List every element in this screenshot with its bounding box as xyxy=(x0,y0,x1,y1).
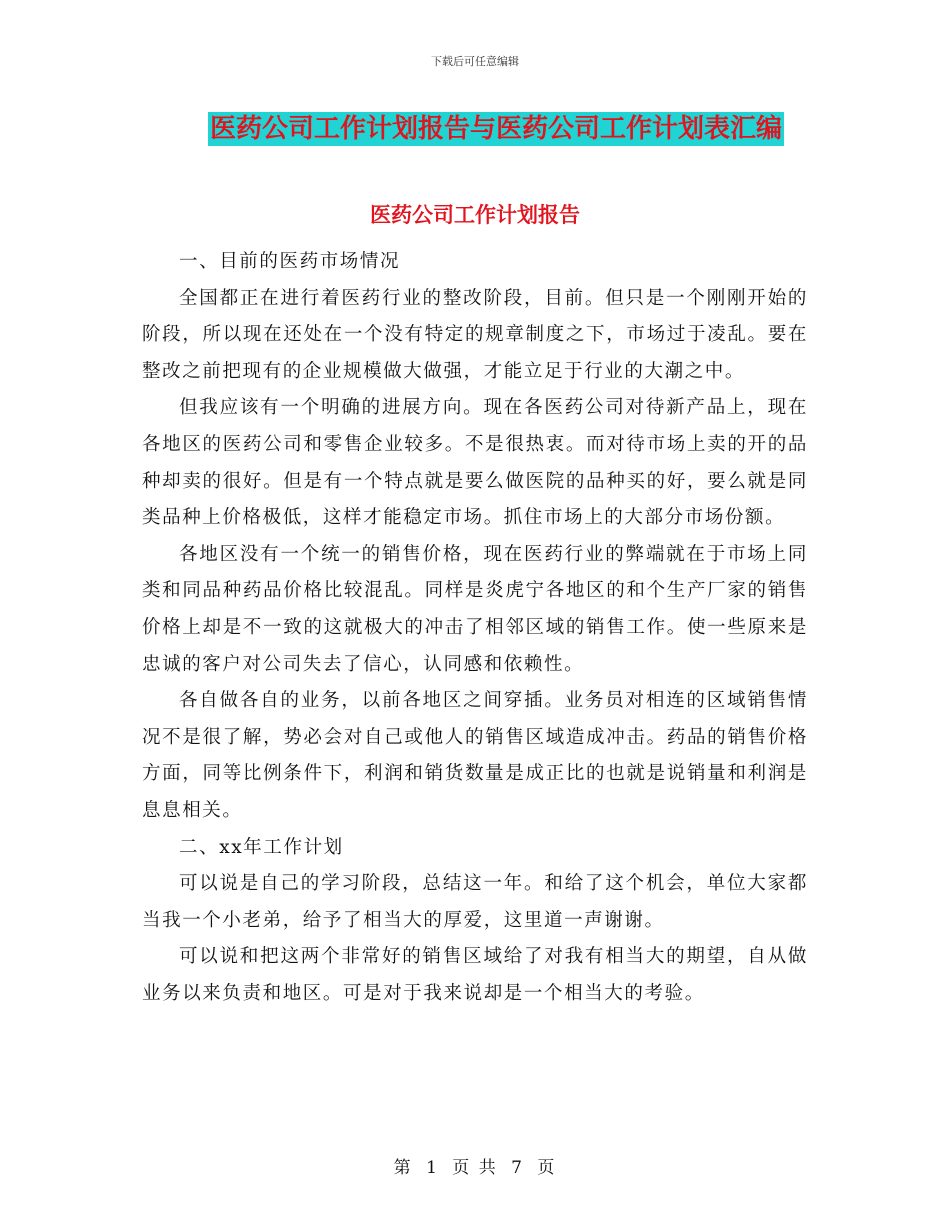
paragraph: 可以说和把这两个非常好的销售区域给了对我有相当大的期望，自从做业务以来负责和地区。可是对于我来说却是一个相当大的考验。 xyxy=(142,946,808,1004)
footer-prefix: 第 xyxy=(393,1158,413,1178)
heading-2: 二、xx年工作计划 xyxy=(179,836,344,858)
paragraph: 全国都正在进行着医药行业的整改阶段，目前。但只是一个刚刚开始的阶段，所以现在还处在一个没有特定的规章制度之下，市场过于凌乱。要在整改之前把现有的企业规模做大做强，才能立足于行业的大潮之中。 xyxy=(142,287,808,382)
body-text xyxy=(142,244,808,1012)
footer-middle: 页 共 xyxy=(452,1158,498,1178)
paragraph: 可以说是自己的学习阶段，总结这一年。和给了这个机会，单位大家都当我一个小老弟，给予了相当大的厚爱，这里道一声谢谢。 xyxy=(142,873,808,931)
page-footer xyxy=(0,1153,950,1178)
main-title-container xyxy=(0,112,950,146)
paragraph: 各自做各自的业务，以前各地区之间穿插。业务员对相连的区域销售情况不是很了解，势必会对自己或他人的销售区域造成冲击。药品的销售价格方面，同等比例条件下，利润和销货数量是成正比的也就是说销量和利润是息息相关。 xyxy=(142,690,808,821)
footer-total-pages: 7 xyxy=(511,1158,524,1178)
header-note: 下载后可任意编辑 xyxy=(431,55,519,68)
heading-1: 一、目前的医药市场情况 xyxy=(179,251,401,272)
section-title: 医药公司工作计划报告 xyxy=(370,202,580,227)
footer-suffix: 页 xyxy=(537,1158,557,1178)
paragraph: 但我应该有一个明确的进展方向。现在各医药公司对待新产品上，现在各地区的医药公司和零售企业较多。不是很热衷。而对待市场上卖的开的品种却卖的很好。但是有一个特点就是要么做医院的品种买的好，要么就是同类品种上价格极低，这样才能稳定市场。抓住市场上的大部分市场份额。 xyxy=(142,397,808,529)
footer-page-number: 1 xyxy=(426,1158,439,1178)
paragraph: 各地区没有一个统一的销售价格，现在医药行业的弊端就在于市场上同类和同品种药品价格比较混乱。同样是炎虎宁各地区的和个生产厂家的销售价格上却是不一致的这就极大的冲击了相邻区域的销售工作。使一些原来是忠诚的客户对公司失去了信心，认同感和依赖性。 xyxy=(142,543,808,675)
main-title: 医药公司工作计划报告与医药公司工作计划表汇编 xyxy=(209,114,782,144)
